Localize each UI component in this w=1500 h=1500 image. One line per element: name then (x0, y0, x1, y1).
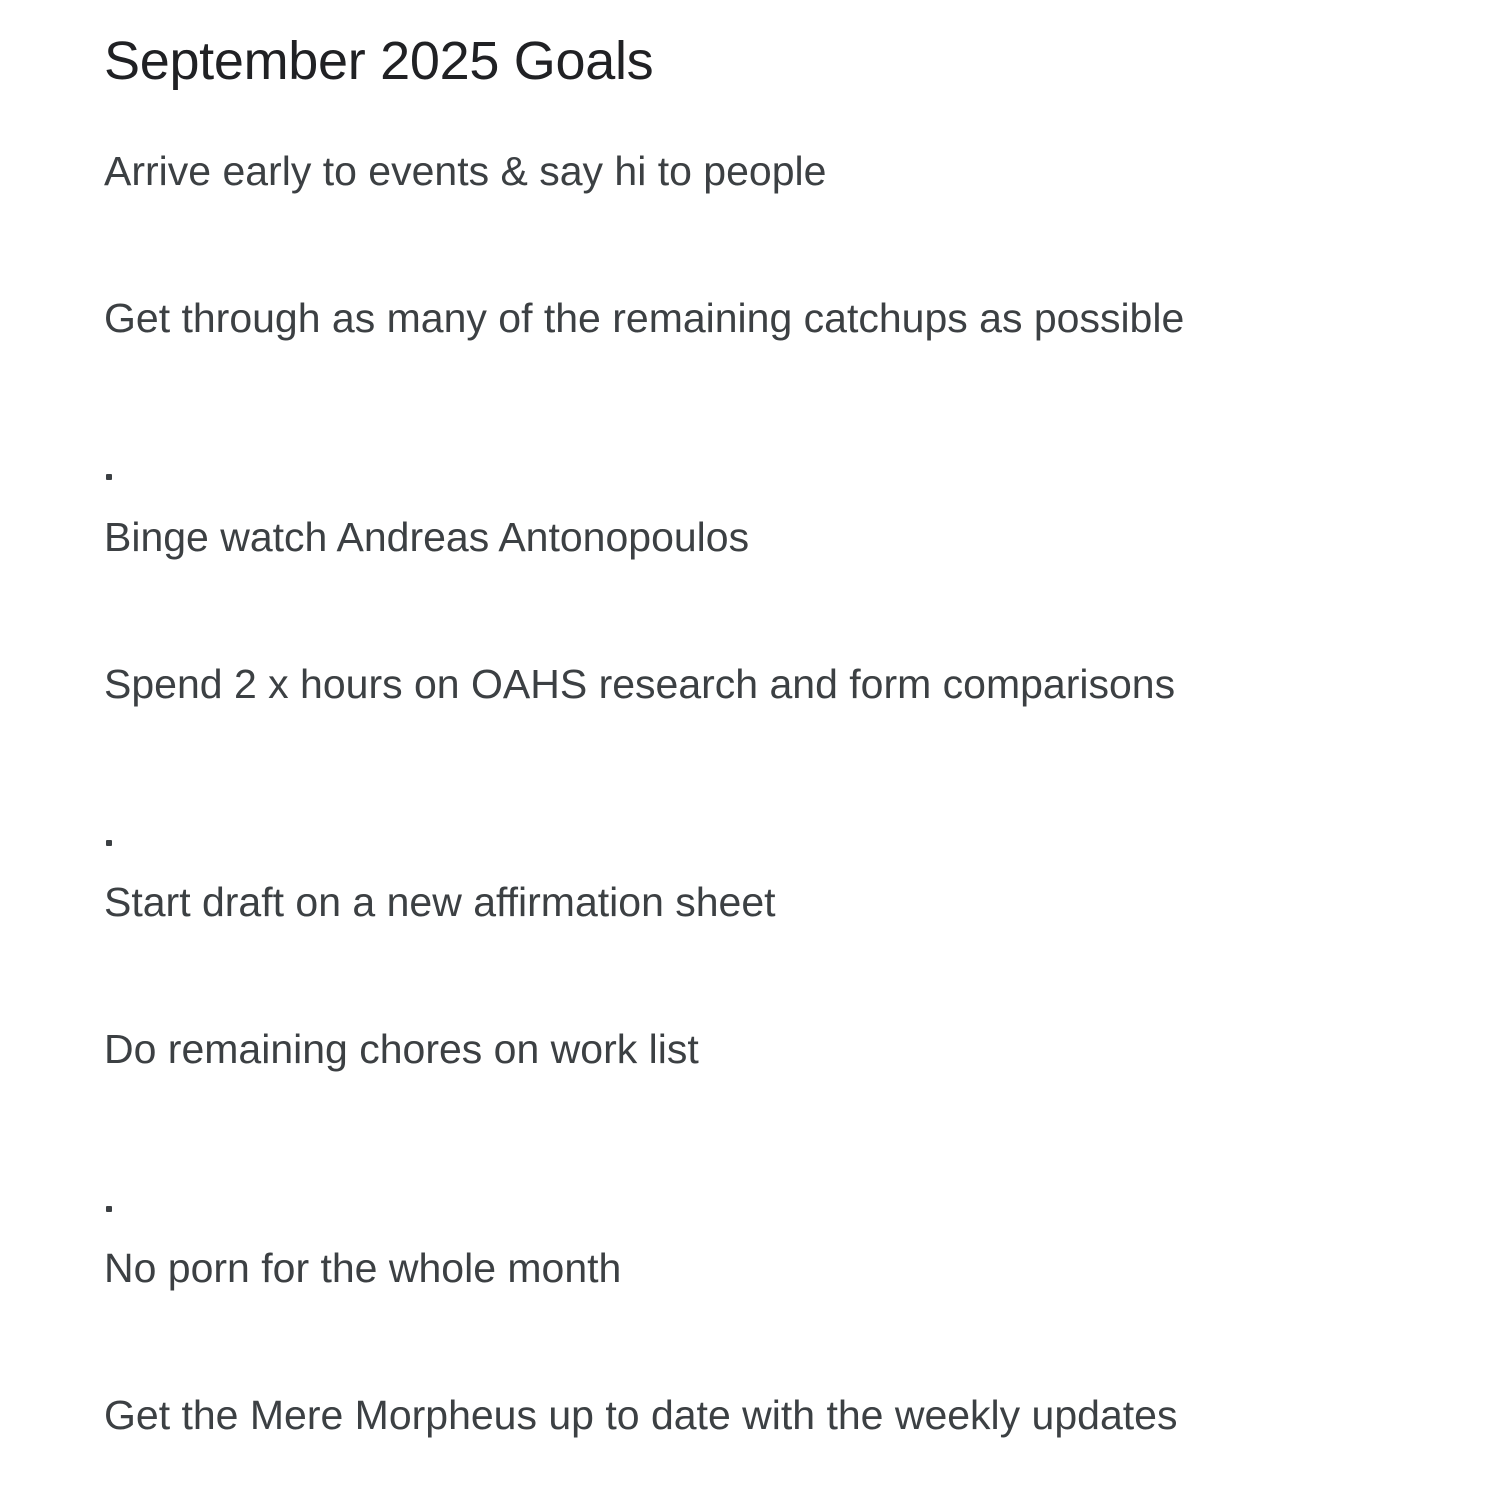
goal-line: Do remaining chores on work list (104, 1026, 699, 1072)
goal-line: Get through as many of the remaining catchups as possible (104, 295, 1185, 341)
goal-line: Spend 2 x hours on OAHS research and form comparisons (104, 661, 1176, 707)
goal-line: Start draft on a new affirmation sheet (104, 879, 776, 925)
note-title: September 2025 Goals (104, 31, 654, 91)
separator-dot-text (104, 812, 115, 868)
goal-line: Binge watch Andreas Antonopoulos (104, 514, 750, 560)
goal-line: No porn for the whole month (104, 1245, 622, 1291)
separator-dot-text (104, 446, 115, 502)
separator-dot-text (104, 1178, 115, 1234)
goal-line: Get the Mere Morpheus up to date with the weekly updates (104, 1392, 1178, 1438)
goal-line: Arrive early to events & say hi to people (104, 148, 827, 194)
